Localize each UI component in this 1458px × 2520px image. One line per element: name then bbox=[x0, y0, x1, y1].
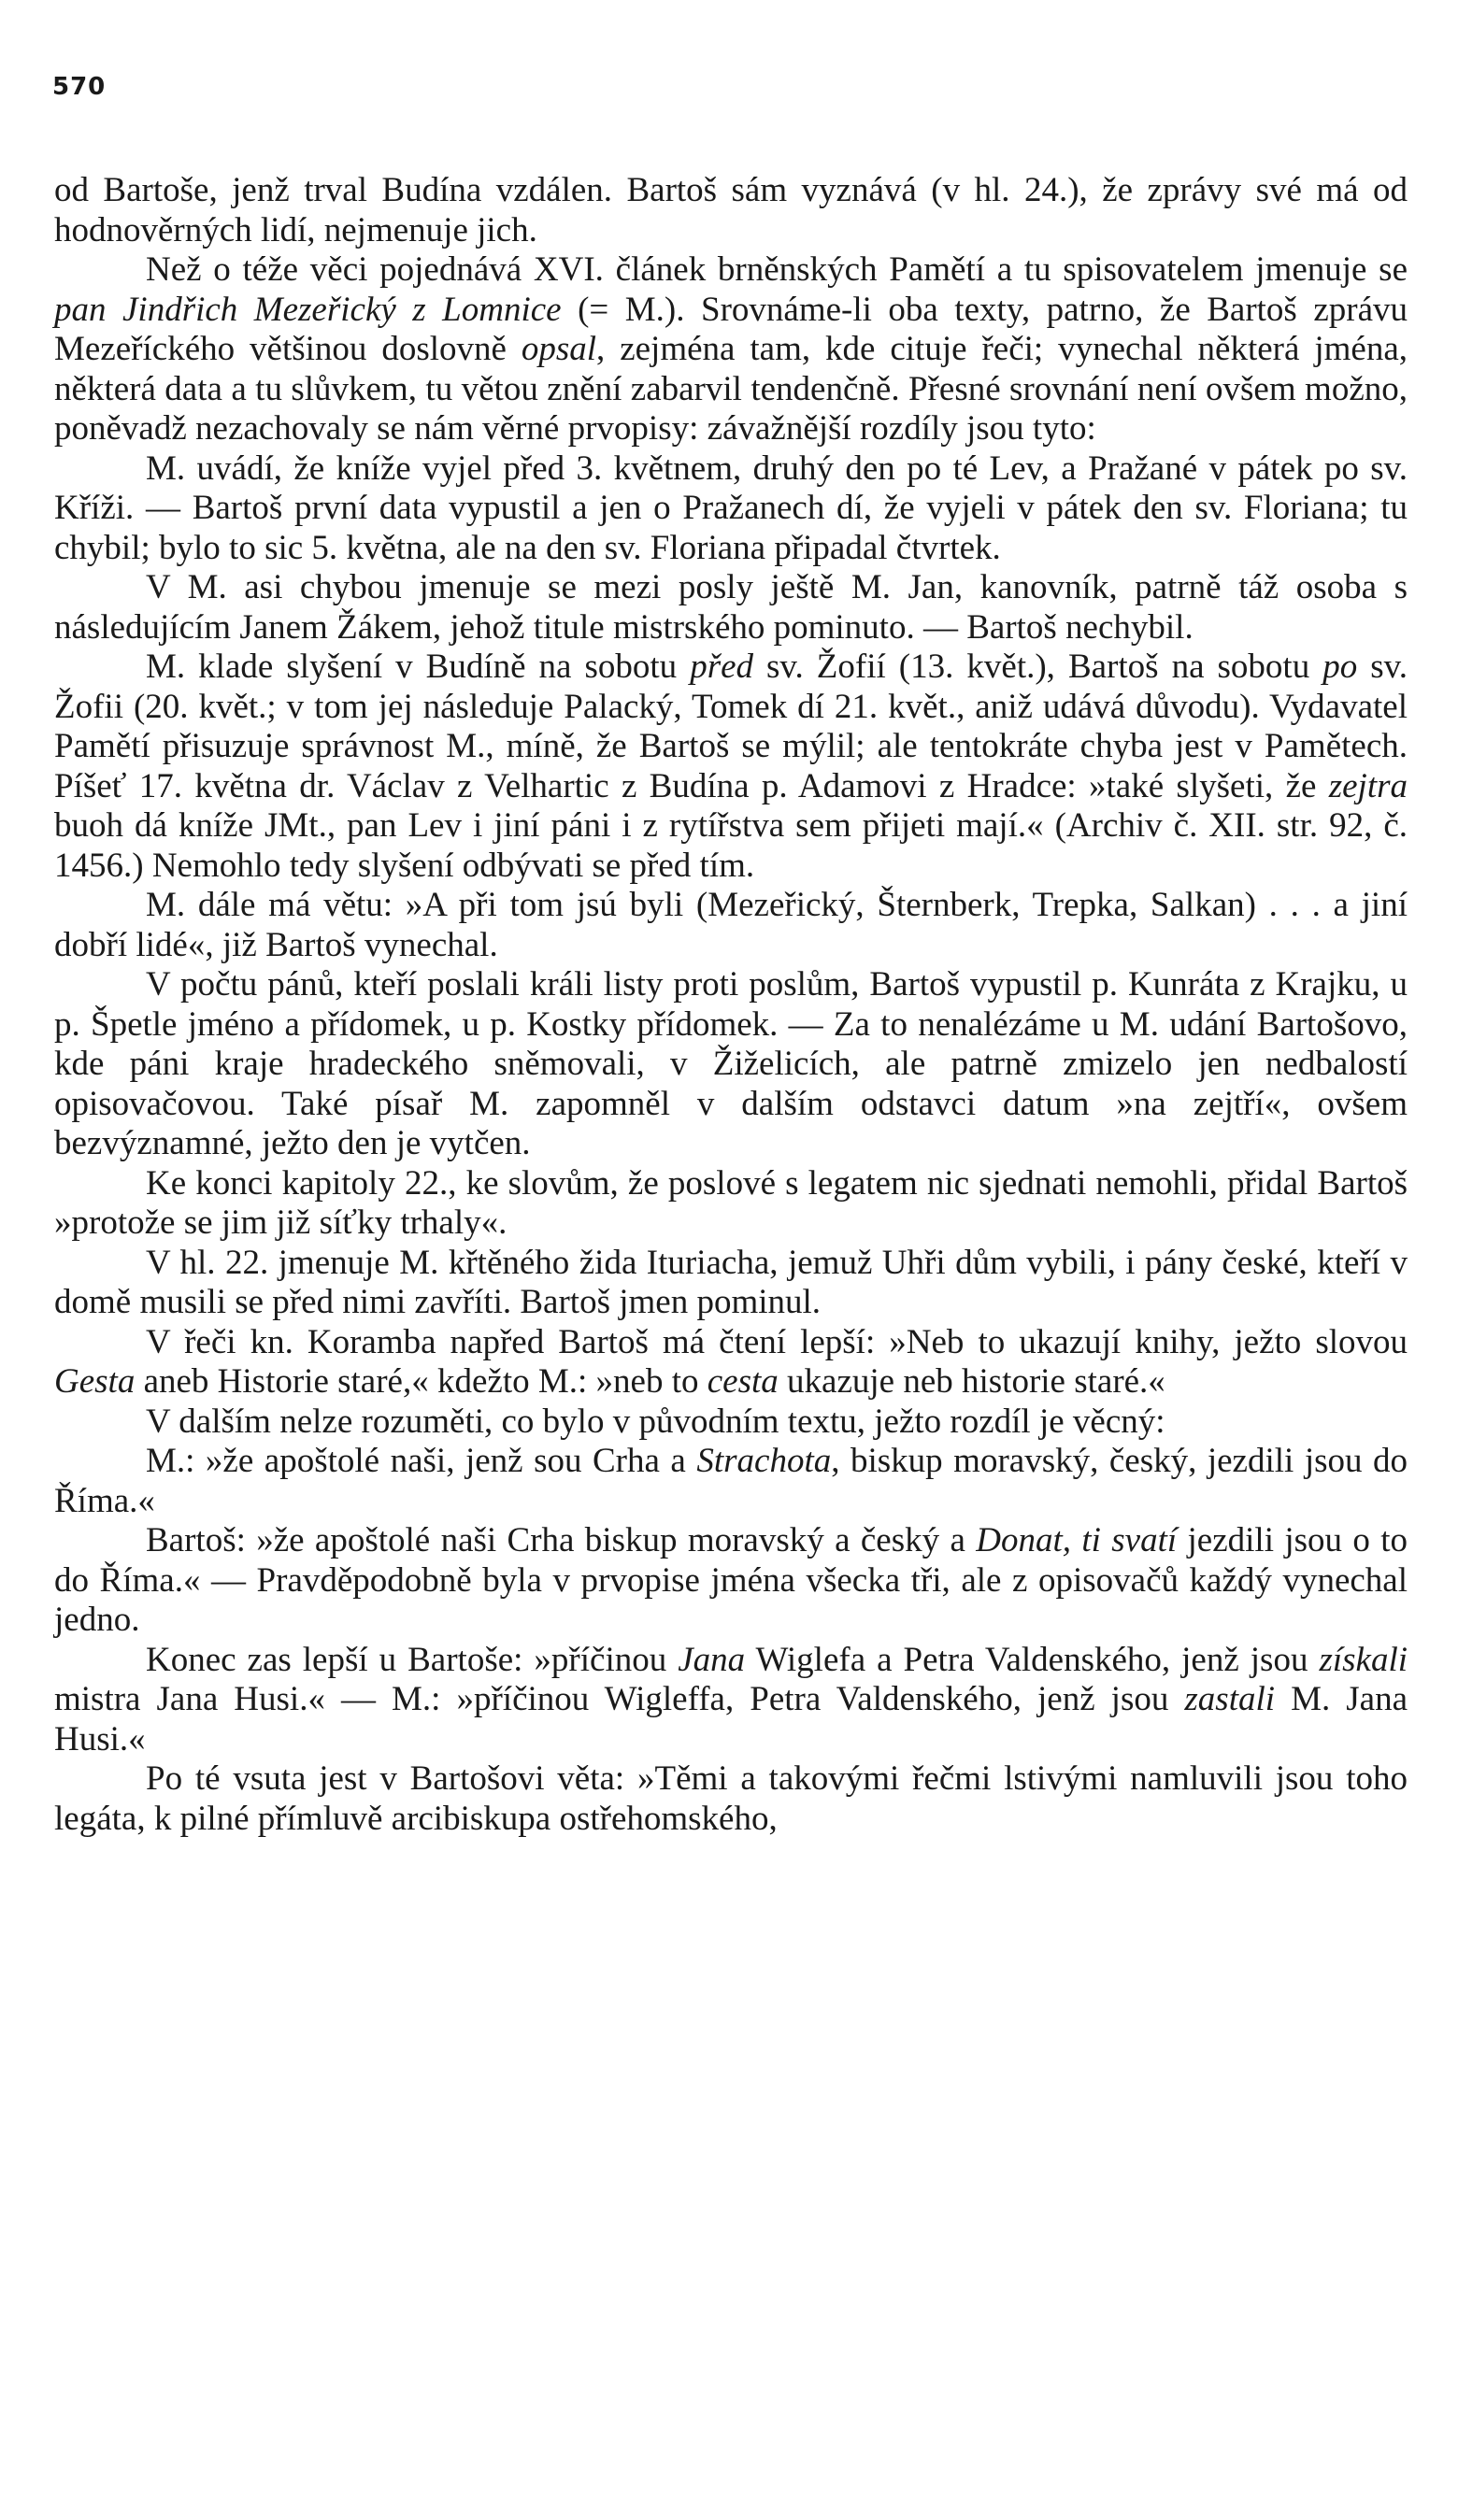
text-run: Konec zas lepší u Bartoše: »příčinou bbox=[146, 1640, 679, 1679]
text-run: od Bartoše, jenž trval Budína vzdálen. Bartoš sám vyznává (v hl. 24.), že zprávy své má od hodnověrných lidí, nejmenuje jich. bbox=[54, 171, 1408, 249]
body-text bbox=[54, 171, 1408, 1839]
italic-text: Donat, ti svatí bbox=[976, 1521, 1178, 1559]
text-run: Ke konci kapitoly 22., ke slovům, že poslové s legatem nic sjednati nemohli, přidal Bartoš »protože se jim již síťky trhaly«. bbox=[54, 1163, 1408, 1242]
text-run: V hl. 22. jmenuje M. křtěného žida Ituriacha, jemuž Uhři dům vybili, i pány české, kteří v domě musili se před nimi zavříti. Bartoš jmen pominul. bbox=[54, 1243, 1408, 1321]
text-run: V počtu pánů, kteří poslali králi listy proti poslům, Bartoš vypustil p. Kunráta z Krajku, u p. Špetle jméno a přídomek, u p. Kostky přídomek. — Za to nenalézáme u M. udání Bartošovo, kde páni kraje hradeckého sněmovali, v Žiželicích, ale patrně zmizelo jen nedbalostí opisovačovou. Také písař M. zapomněl v dalším odstavci datum »na zejtří«, ovšem bezvýznamné, ježto den je vytčen. bbox=[54, 965, 1408, 1162]
text-run: V dalším nelze rozuměti, co bylo v původním textu, ježto rozdíl je věcný: bbox=[146, 1402, 1165, 1441]
text-run: jezdili jsou o to do Říma.« — Pravděpodobně byla v prvopise jména všecka tři, ale z opisovačů každý vynechal jedno. bbox=[54, 1521, 1408, 1639]
paragraph bbox=[54, 1323, 1408, 1402]
paragraph bbox=[54, 1641, 1408, 1760]
text-run: V řeči kn. Koramba napřed Bartoš má čtení lepší: »Neb to ukazují knihy, ježto slovou bbox=[146, 1322, 1408, 1361]
italic-text: zejtra bbox=[1328, 766, 1408, 805]
text-run: M. klade slyšení v Budíně na sobotu bbox=[146, 648, 691, 686]
text-run: ukazuje neb historie staré.« bbox=[778, 1362, 1165, 1401]
paragraph bbox=[54, 449, 1408, 569]
page-number: 570 bbox=[52, 73, 107, 101]
paragraph bbox=[54, 568, 1408, 648]
text-run: sv. Žofii (20. květ.; v tom jej následuje Palacký, Tomek dí 21. květ., aniž udává důvodu). Vydavatel Pamětí přisuzuje správnost M., míně, že Bartoš se mýlil; ale tentokráte chyba jest v Pamětech. Píšeť 17. května dr. Václav z Velhartic z Budína p. Adamovi z Hradce: »také slyšeti, že bbox=[54, 648, 1408, 805]
paragraph bbox=[54, 648, 1408, 886]
text-run: aneb Historie staré,« kdežto M.: »neb to bbox=[135, 1362, 708, 1401]
italic-text: opsal bbox=[521, 330, 597, 368]
paragraph bbox=[54, 1442, 1408, 1521]
text-run: , biskup moravský, český, jezdili jsou do Říma.« bbox=[54, 1442, 1408, 1520]
paragraph bbox=[54, 965, 1408, 1164]
text-run: (= M.). Srovnáme-li oba texty, patrno, že Bartoš zprávu Mezeříckého většinou doslovně bbox=[54, 290, 1408, 368]
italic-text: Jana bbox=[678, 1640, 746, 1679]
text-run: sv. Žofií (13. květ.), Bartoš na sobotu bbox=[753, 648, 1323, 686]
italic-text: Gesta bbox=[54, 1362, 136, 1401]
paragraph bbox=[54, 250, 1408, 449]
text-run: M.: »že apoštolé naši, jenž sou Crha a bbox=[146, 1442, 697, 1480]
italic-text: Strachota bbox=[696, 1442, 832, 1480]
text-run: mistra Jana Husi.« — M.: »příčinou Wigleffa, Petra Valdenského, jenž jsou bbox=[54, 1680, 1185, 1718]
text-run: Bartoš: »že apoštolé naši Crha biskup moravský a český a bbox=[146, 1521, 977, 1559]
text-run: V M. asi chybou jmenuje se mezi posly ještě M. Jan, kanovník, patrně táž osoba s následujícím Janem Žákem, jehož titule mistrského pominuto. — Bartoš nechybil. bbox=[54, 568, 1408, 647]
paragraph bbox=[54, 171, 1408, 250]
text-run: Wiglefa a Petra Valdenského, jenž jsou bbox=[745, 1640, 1320, 1679]
text-run: M. uvádí, že kníže vyjel před 3. květnem, druhý den po té Lev, a Pražané v pátek po sv. Kříži. — Bartoš první data vypustil a jen o Pražanech dí, že vyjeli v pátek den sv. Floriana; tu chybil; bylo to sic 5. května, ale na den sv. Floriana připadal čtvrtek. bbox=[54, 448, 1408, 567]
italic-text: po bbox=[1322, 648, 1358, 686]
text-run: buoh dá kníže JMt., pan Lev i jiní páni i z rytířstva sem přijeti mají.« (Archiv č. XII. str. 92, č. 1456.) Nemohlo tedy slyšení odbývati se před tím. bbox=[54, 806, 1408, 885]
text-run: M. dále má větu: »A při tom jsú byli (Mezeřický, Šternberk, Trepka, Salkan) . . . a jiní dobří lidé«, již Bartoš vynechal. bbox=[54, 886, 1408, 964]
italic-text: pan Jindřich Mezeřický z Lomnice bbox=[54, 290, 562, 329]
paragraph bbox=[54, 1521, 1408, 1641]
italic-text: zastali bbox=[1184, 1680, 1276, 1718]
paragraph bbox=[54, 1759, 1408, 1839]
text-run: M. Jana Husi.« bbox=[54, 1680, 1408, 1758]
paragraph bbox=[54, 886, 1408, 965]
paragraph bbox=[54, 1402, 1408, 1443]
italic-text: před bbox=[690, 648, 754, 686]
paragraph bbox=[54, 1164, 1408, 1244]
text-run: Než o téže věci pojednává XVI. článek brněnských Pamětí a tu spisovatelem jmenuje se bbox=[146, 250, 1408, 289]
italic-text: cesta bbox=[707, 1362, 779, 1401]
text-run: , zejména tam, kde cituje řeči; vynechal některá jména, některá data a tu slůvkem, tu větou znění zabarvil tendenčně. Přesné srovnání není ovšem možno, poněvadž nezachovaly se nám věrné prvopisy: závažnější rozdíly jsou tyto: bbox=[54, 330, 1408, 448]
paragraph bbox=[54, 1244, 1408, 1323]
italic-text: získali bbox=[1319, 1640, 1408, 1679]
text-run: Po té vsuta jest v Bartošovi věta: »Těmi a takovými řečmi lstivými namluvili jsou toho legáta, k pilné přímluvě arcibiskupa ostřehomského, bbox=[54, 1759, 1408, 1838]
